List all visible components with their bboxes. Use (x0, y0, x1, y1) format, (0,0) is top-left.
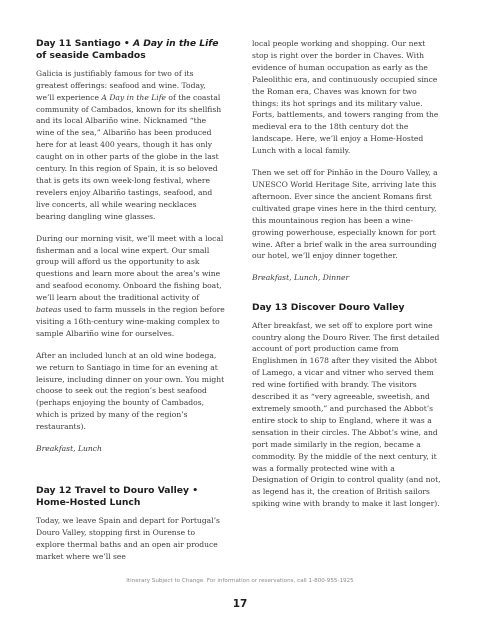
day11-p2-italic: bateas (36, 305, 62, 315)
day11-p2-part-a: During our morning visit, we’ll meet with a local fisherman and a local wine expert. Our small group will afford us the opportunity to ask questions and learn more about the area’s wine and seafood economy. Onboard the fishing boat, we’ll learn about the traditional activity of (36, 233, 224, 303)
day11-p1-part-b: of the coastal community of Cambados, known for its shellfish and its local Albariño wine. Nicknamed “the wine of the sea,” Albariño has been produced here for at least 400 years, though it has only caught on in other parts of the globe in the last century. In this region of Spain, it is so beloved that is gets its own week-long festival, where revelers enjoy Albariño tastings, seafood, and live concerts, all while wearing necklaces bearing dangling wine glasses. (36, 92, 222, 221)
day11-p2-part-b: used to farm mussels in the region before visiting a 16th-century wine-making complex to sample Albariño wine for ourselves. (36, 305, 225, 338)
day11-heading-prefix: Day 11 Santiago • (36, 38, 133, 49)
day11-paragraph-2 (36, 233, 226, 340)
day12-heading: Day 12 Travel to Douro Valley • Home-Hosted Lunch (36, 485, 199, 509)
page-number: 17 (232, 598, 248, 610)
day12-meals: Breakfast, Lunch, Dinner (252, 273, 350, 283)
day11-heading (36, 38, 226, 63)
left-column (36, 38, 226, 572)
day11-paragraph-3: After an included lunch at an old wine bodega, we return to Santiago in time for an evening at leisure, including dinner on your own. You might choose to seek out the region’s best seafood (perhaps enjoying the bounty of Cambados, which is prized by many of the region’s restaurants). (36, 350, 225, 432)
day12-paragraph-2: Then we set off for Pinhão in the Douro Valley, a UNESCO World Heritage Site, arriving late this afternoon. Ever since the ancient Romans first cultivated grape vines here in the third century, this mountainous region has been a wine-growing powerhouse, especially known for port wine. After a brief walk in the area surrounding our hotel, we’ll enjoy dinner together. (252, 168, 438, 261)
day13-paragraph-1: After breakfast, we set off to explore port wine country along the Douro River. The first detailed account of port production came from Englishmen in 1678 after they visited the Abbot of Lamego, a vicar and vitner who served them red wine fortified with brandy. The visitors described it as “very agreeable, sweetish, and extremely smooth,” and purchased the Abbot’s entire stock to ship to England, where it was a sensation in their circles. The Abbot’s wine, and port made similarly in the region, became a commodity. By the middle of the next century, it was a formally protected wine with a Designation of Origin to control quality (and not, as legend has it, the creation of British sailors spiking wine with brandy to make it last longer). (252, 320, 441, 509)
day11-p1-italic: A Day in the Life (101, 92, 166, 102)
day11-p1-part-a: Galicia is justifiably famous for two of its greatest offerings: seafood and wine. Today, we’ll experience (36, 68, 206, 102)
day11-paragraph-1 (36, 68, 226, 223)
day12-paragraph-1-continued: local people working and shopping. Our next stop is right over the border in Chaves. With evidence of human occupation as early as the Paleolithic era, and continuously occupied since the Roman era, Chaves was known for two things: its hot springs and its military value. Forts, battlements, and towers ranging from the medieval era to the 18th century dot the landscape. Here, we’ll enjoy a Home-Hosted Lunch with a local family. (252, 39, 439, 156)
day13-heading: Day 13 Discover Douro Valley (252, 302, 405, 314)
right-column (252, 38, 442, 520)
day11-heading-suffix: of seaside Cambados (36, 50, 146, 62)
day11-meals: Breakfast, Lunch (36, 444, 102, 454)
day12-paragraph-1-start: Today, we leave Spain and depart for Portugal’s Douro Valley, stopping first in Ourense to explore thermal baths and an open air produce market where we’ll see (36, 515, 220, 561)
footer-note: Itinerary Subject to Change. For information or reservations, call 1-800-955-1925 (126, 578, 354, 584)
day11-heading-italic: A Day in the Life (132, 38, 219, 49)
